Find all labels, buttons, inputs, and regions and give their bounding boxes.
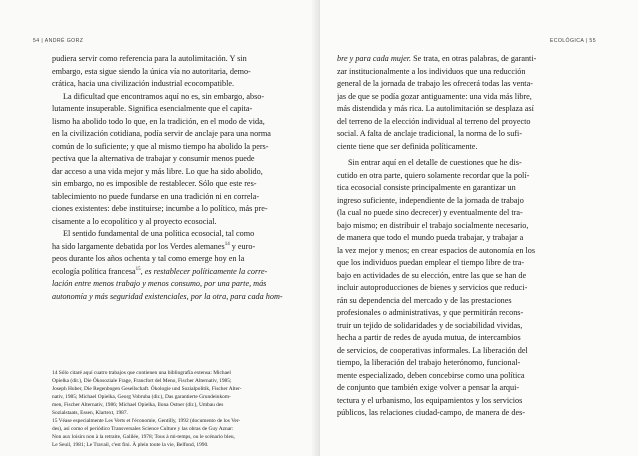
- left_page-line: en la civilización cotidiana, podía servir de anclaje para una norma: [52, 129, 271, 138]
- right_page-line: la vez mejor y menos; en crear espacios de autonomía en los: [337, 245, 536, 255]
- right_page-line: de servicios, de cooperativas informales. La liberación del: [337, 345, 528, 355]
- right_page-line: jas de que se podía gozar antiguamente: una vida más libre,: [337, 91, 532, 101]
- right_page-line: tiempo, la liberación del trabajo heterónomo, funcional-: [337, 358, 521, 367]
- right_page-line: ingreso suficiente, independiente de la jornada de trabajo: [337, 195, 524, 205]
- footnote-marker: 14: [224, 241, 230, 247]
- right_page-line: públicos, las relaciones ciudad-campo, de manera de des-: [337, 408, 526, 417]
- footnote-line: Opielka (dir.), Die Ökosoziale Frage, Francfort del Meno, Fischer Alternativ, 1985;: [52, 378, 232, 384]
- footnote-line: 15 Véase especialmente Les Verts et l'économie, Gentilly, 1992 (documento de los Ver-: [52, 418, 241, 424]
- left_page-line: sin embargo, no es imposible de restablecer. Sólo que este res-: [52, 179, 257, 188]
- left_page-line: autonomía y más seguridad existenciales, por la otra, para cada hom-: [52, 291, 283, 301]
- left_page-line: tablecimiento no puede fundarse en una tradición ni en correla-: [52, 191, 260, 201]
- footnote-line: Le Seuil, 1981; Le Travail, c'est fini. À plein toute la vie, Belfond, 1990.: [52, 442, 209, 448]
- footnote-line: men, Fischer Alternativ, 1986; Michael Opielka, Ilona Ostner (dir.), Umbau des: [52, 402, 224, 408]
- left_page-line: ciones existentes: debe instituirse; incumbe a lo político, más pre-: [52, 204, 268, 213]
- left_page-line: pudiera servir como referencia para la autolimitación. Y sin: [52, 54, 247, 63]
- footnote-line: Non aux loisirs non à la retraite, Galilée, 1978; Tous à mi-temps, ou le scénario bleu,: [52, 434, 235, 440]
- right_page-line: zar institucionalmente a los individuos que una reducción: [337, 66, 526, 76]
- right_page-line: truir un tejido de solidaridades y de sociabilidad vividas,: [337, 320, 523, 330]
- left_page-line: cisamente a lo ecopolítico y al proyecto ecosocial.: [52, 216, 217, 226]
- left_page-line: peos durante los años ochenta y tal como emerge hoy en la: [52, 254, 245, 263]
- right_page-line: general de la jornada de trabajo les ofrecerá todas las venta-: [337, 79, 533, 88]
- left_page-line: común de lo suficiente; y que al mismo tiempo ha abolido la pers-: [52, 141, 269, 151]
- footnote-marker: 15: [135, 266, 141, 272]
- left_page-line: dar acceso a una vida mejor y más libre. Lo que ha sido abolido,: [52, 166, 263, 176]
- left_page-line: pectiva que la alternativa de trabajar y consumir menos puede: [52, 154, 255, 163]
- right_page-line: tica ecosocial consiste principalmente en garantizar un: [337, 183, 516, 192]
- right_page-line: que los individuos puedan emplear el tiempo libre de tra-: [337, 258, 525, 267]
- left-running-head: 54 | ANDRÉ GORZ: [33, 38, 84, 44]
- right_page-line: más distendida y más rica. La autolimitación se desplaza así: [337, 104, 534, 113]
- right_page-line: de conjunto que también exige volver a pensar la arqui-: [337, 383, 520, 392]
- right_page-line: del terreno de la elección individual al terreno del proyecto: [337, 116, 531, 126]
- footnote-line: Sozialstaats, Essen, Klartext, 1987.: [52, 410, 128, 416]
- right-page: [320, 0, 638, 456]
- footnote-line: nativ, 1985; Michael Opielka, Georg Vobruba (dir.), Das garantierte Grundeinkom-: [52, 394, 231, 400]
- right_page-line: mente especializado, deben concebirse como una política: [337, 370, 525, 380]
- right-body-text: [337, 53, 592, 420]
- left-page: [0, 0, 318, 456]
- footnote-line: Joseph Huber, Die Regenbogen Gesellschaft. Ökologie und Sozialpolitik, Fischer Alter-: [52, 386, 242, 392]
- left-body-text: [52, 53, 285, 303]
- footnote-line: 14 Sólo citaré aquí cuatro trabajos que contienen una bibliografía extensa: Michael: [52, 370, 231, 376]
- left_page-line: embargo, esta sigue siendo la única vía no autoritaria, demo-: [52, 66, 251, 76]
- left_page-line: El sentido fundamental de una política ecosocial, tal como: [63, 229, 255, 238]
- left_page-line: lación entre menos trabajo y menos consumo, por una parte, más: [52, 279, 267, 288]
- right_page-line: tectura y el urbanismo, los equipamientos y los servicios: [337, 395, 523, 405]
- right_page-line: bajo mismo; en distribuir el trabajo socialmente necesario,: [337, 220, 529, 230]
- left_page-line: lismo ha abolido todo lo que, en la tradición, en el modo de vida,: [52, 116, 265, 126]
- right_page-line: bre y para cada mujer. Se trata, en otras palabras, de garanti-: [337, 54, 537, 63]
- left_page-line: crática, hacia una civilización industrial ecocompatible.: [52, 79, 235, 88]
- footnote-line: des), así como el periódico Transversales Science Culture y las obras de Guy Aznar:: [52, 426, 234, 432]
- right_page-line: de manera que todo el mundo pueda trabajar, y trabajar a: [337, 233, 524, 242]
- right_page-line: ciente tiene que ser definida políticamente.: [337, 141, 478, 151]
- right_page-line: Sin entrar aquí en el detalle de cuestiones que he dis-: [348, 158, 522, 167]
- right_page-line: rán su dependencia del mercado y de las prestaciones: [337, 295, 512, 305]
- right-running-head: ECOLÓGICA | 55: [549, 38, 596, 44]
- right_page-line: bajo en actividades de su elección, entre las que se han de: [337, 270, 527, 280]
- footnotes: [52, 369, 292, 449]
- right_page-line: cutido en otra parte, quiero solamente recordar que la polí-: [337, 170, 530, 180]
- right_page-line: hecha a partir de redes de ayuda mutua, de intercambios: [337, 333, 521, 342]
- left_page-line: ecología política francesa$^{15}$, es restablecer políticamente la corre-: [52, 266, 268, 276]
- right_page-line: incluir autoproducciones de bienes y servicios que reduci-: [337, 283, 528, 292]
- left_page-line: lutamente insuperable. Significa esencialmente que el capita-: [52, 104, 253, 113]
- right_page-line: profesionales o administrativas, y que permitirán recons-: [337, 308, 524, 317]
- left_page-line: ha sido largamente debatida por los Verdes alemanes$^{14}$ y euro-: [52, 241, 256, 251]
- right_page-line: (la cual no puede sino decrecer) y eventualmente del tra-: [337, 208, 523, 217]
- left_page-line: La dificultad que encontramos aquí no es, sin embargo, abso-: [63, 91, 265, 101]
- right_page-line: social. A falta de anclaje tradicional, la norma de lo sufi-: [337, 129, 523, 138]
